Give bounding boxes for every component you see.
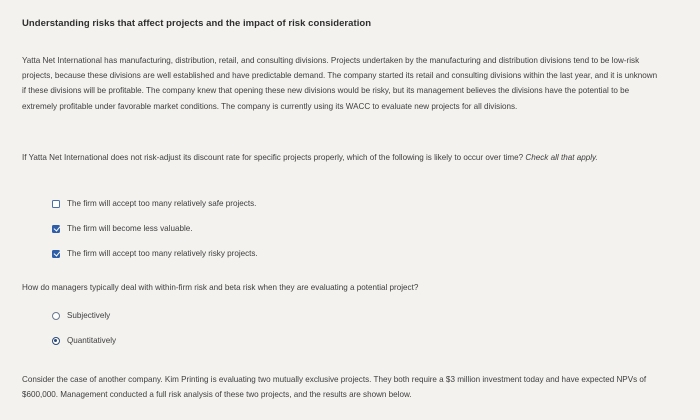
radio-label: Subjectively xyxy=(67,311,111,320)
option-label: The firm will become less valuable. xyxy=(67,224,193,233)
question2-options xyxy=(52,303,116,353)
radio-unselected-icon[interactable] xyxy=(52,312,60,320)
option-less-valuable[interactable] xyxy=(52,216,258,241)
option-label: The firm will accept too many relatively risky projects. xyxy=(67,249,258,258)
question1-instruction: Check all that apply. xyxy=(525,153,598,162)
closing-paragraph: Consider the case of another company. Kim Printing is evaluating two mutually exclusive projects. They both require a $3 million investment today and have expected NPVs of $600,000. Management conducted a full risk analysis of these two projects, and the results are shown below. xyxy=(22,375,647,400)
question1-prompt xyxy=(22,150,662,165)
option-safe-projects[interactable] xyxy=(52,191,258,216)
checkbox-checked-icon[interactable] xyxy=(52,225,60,233)
intro-paragraph: Yatta Net International has manufacturing, distribution, retail, and consulting divisions. Projects undertaken by the manufacturing and distribution divisions tend to be low-risk projects, because these divisions are well established and have predictable demand. The company started its retail and consulting divisions within the last year, and it is unknown if these divisions will be profitable. The company knew that opening these new divisions would be risky, but its management believes the divisions have the potential to be extremely profitable under favorable market conditions. The company is currently using its WACC to evaluate new projects for all divisions. xyxy=(22,56,658,111)
question2-text: How do managers typically deal with within-firm risk and beta risk when they are evaluating a potential project? xyxy=(22,283,419,292)
radio-selected-icon[interactable] xyxy=(52,337,60,345)
page-title: Understanding risks that affect projects and the impact of risk consideration xyxy=(22,18,372,29)
radio-option-subjectively[interactable] xyxy=(52,303,116,328)
radio-label: Quantitatively xyxy=(67,336,117,345)
question1-options xyxy=(52,191,258,266)
checkbox-checked-icon[interactable] xyxy=(52,250,60,258)
option-label: The firm will accept too many relatively safe projects. xyxy=(67,199,257,208)
question1-text: If Yatta Net International does not risk-adjust its discount rate for specific projects properly, which of the following is likely to occur over time? xyxy=(22,153,524,162)
checkbox-unchecked-icon[interactable] xyxy=(52,200,60,208)
option-risky-projects[interactable] xyxy=(52,241,258,266)
radio-option-quantitatively[interactable] xyxy=(52,328,116,353)
